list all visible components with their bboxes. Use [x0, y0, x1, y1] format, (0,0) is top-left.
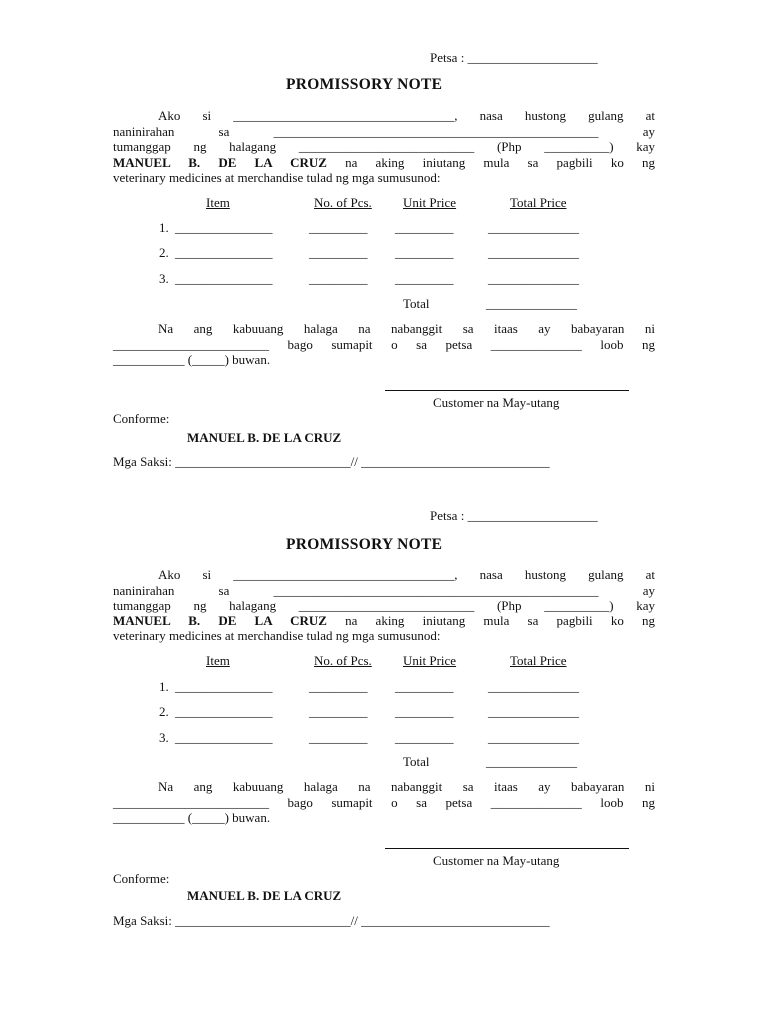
- signature-line: [385, 390, 629, 391]
- witness-label: Mga Saksi:: [113, 454, 172, 469]
- para1-line5: veterinary medicines at merchandise tulad ng mga sumusunod:: [113, 170, 441, 185]
- para2-line1: Na ang kabuuang halaga na nabanggit sa itaas ay babayaran ni: [158, 321, 655, 336]
- header-pcs: No. of Pcs.: [314, 195, 372, 210]
- header-total-price: Total Price: [510, 195, 567, 210]
- signature-caption: Customer na May-utang: [433, 395, 560, 410]
- payee-name: MANUEL B. DE LA CRUZ: [113, 155, 327, 170]
- witness-field: [113, 913, 550, 928]
- para1-line2: naninirahan sa __________________________________________________ ay: [113, 124, 655, 139]
- para2-line1: Na ang kabuuang halaga na nabanggit sa itaas ay babayaran ni: [158, 779, 655, 794]
- para1-line1: Ako si __________________________________, nasa hustong gulang at: [158, 567, 655, 582]
- witness-label: Mga Saksi:: [113, 913, 172, 928]
- date-field: [430, 508, 598, 523]
- header-unit-price: Unit Price: [403, 195, 457, 210]
- promissory-note-2: Petsa : ____________________ PROMISSORY NOTE Ako si __________________________________, nasa hustong gulang at naninirahan sa __________________________________________________ ay tumanggap ng halagang ___________________________ (Php __________) kay MANUEL B. DE LA CRUZ na aking iniutang mula sa pagbili ko ng veterinary medicines at merchandise tulad ng mga sumusunod: Item No. of Pcs. Unit Price Total Price 1. _______________ _________ _________ ______________ 2. _______________ _________ _________ ______________ 3. _______________ _________ _________ ______________ Total ______________ Na ang kabuuang halaga na nabanggit sa itaas ay babayaran ni ________________________ bago sumapit o sa petsa ______________ loob ng ___________ (_____) buwan. Customer na May-utang Conforme: MANUEL B. DE LA CRUZ Mga Saksi: ___________________________// _____________________________: [113, 508, 656, 928]
- date-field: [430, 50, 598, 65]
- header-item: Item: [206, 653, 230, 668]
- date-label: Petsa :: [430, 508, 465, 523]
- conforme-label: Conforme:: [113, 411, 170, 426]
- note-title: PROMISSORY NOTE: [286, 76, 443, 93]
- total-label: Total: [403, 296, 430, 311]
- payee-name: MANUEL B. DE LA CRUZ: [113, 613, 327, 628]
- para2-line3: ___________ (_____) buwan.: [113, 810, 271, 825]
- witness-blanks: ___________________________// _____________________________: [175, 454, 550, 469]
- para2-line2: ________________________ bago sumapit o sa petsa ______________ loob ng: [113, 337, 655, 352]
- para1-line3: tumanggap ng halagang ___________________________ (Php __________) kay: [113, 598, 655, 613]
- para1-line4: MANUEL B. DE LA CRUZ na aking iniutang mula sa pagbili ko ng: [113, 613, 656, 628]
- conforme-label: Conforme:: [113, 871, 170, 886]
- para1-line1: Ako si __________________________________, nasa hustong gulang at: [158, 108, 655, 123]
- para1-line4: MANUEL B. DE LA CRUZ na aking iniutang mula sa pagbili ko ng: [113, 155, 656, 170]
- conforme-name: MANUEL B. DE LA CRUZ: [187, 888, 342, 903]
- para2-line2: ________________________ bago sumapit o sa petsa ______________ loob ng: [113, 795, 655, 810]
- para1-line5: veterinary medicines at merchandise tulad ng mga sumusunod:: [113, 628, 441, 643]
- date-label: Petsa :: [430, 50, 465, 65]
- para2-line3: ___________ (_____) buwan.: [113, 352, 271, 367]
- signature-line: [385, 848, 629, 849]
- conforme-name: MANUEL B. DE LA CRUZ: [187, 430, 342, 445]
- header-total-price: Total Price: [510, 653, 567, 668]
- date-blank: ____________________: [467, 50, 598, 65]
- date-blank: ____________________: [467, 508, 598, 523]
- note-title: PROMISSORY NOTE: [286, 536, 443, 553]
- total-blank: ______________: [486, 296, 577, 311]
- header-pcs: No. of Pcs.: [314, 653, 372, 668]
- header-item: Item: [206, 195, 230, 210]
- witness-blanks: ___________________________// _____________________________: [175, 913, 550, 928]
- header-unit-price: Unit Price: [403, 653, 457, 668]
- total-blank: ______________: [486, 754, 577, 769]
- para1-line3: tumanggap ng halagang ___________________________ (Php __________) kay: [113, 139, 655, 154]
- total-label: Total: [403, 754, 430, 769]
- signature-caption: Customer na May-utang: [433, 853, 560, 868]
- promissory-note-1: Petsa : ____________________ PROMISSORY NOTE Ako si __________________________________, nasa hustong gulang at naninirahan sa __________________________________________________ ay tumanggap ng halagang ___________________________ (Php __________) kay MANUEL B. DE LA CRUZ na aking iniutang mula sa pagbili ko ng veterinary medicines at merchandise tulad ng mga sumusunod: Item No. of Pcs. Unit Price Total Price 1. _______________ _________ _________ ______________ 2. _______________ _________ _________ ______________ 3. _______________ _________ _________ ______________ Total ______________ Na ang kabuuang halaga na nabanggit sa itaas ay babayaran ni ________________________ bago sumapit o sa petsa ______________ loob ng ___________ (_____) buwan. Customer na May-utang Conforme: MANUEL B. DE LA CRUZ Mga Saksi: ___________________________// _____________________________: [113, 50, 656, 469]
- para1-line2: naninirahan sa __________________________________________________ ay: [113, 583, 655, 598]
